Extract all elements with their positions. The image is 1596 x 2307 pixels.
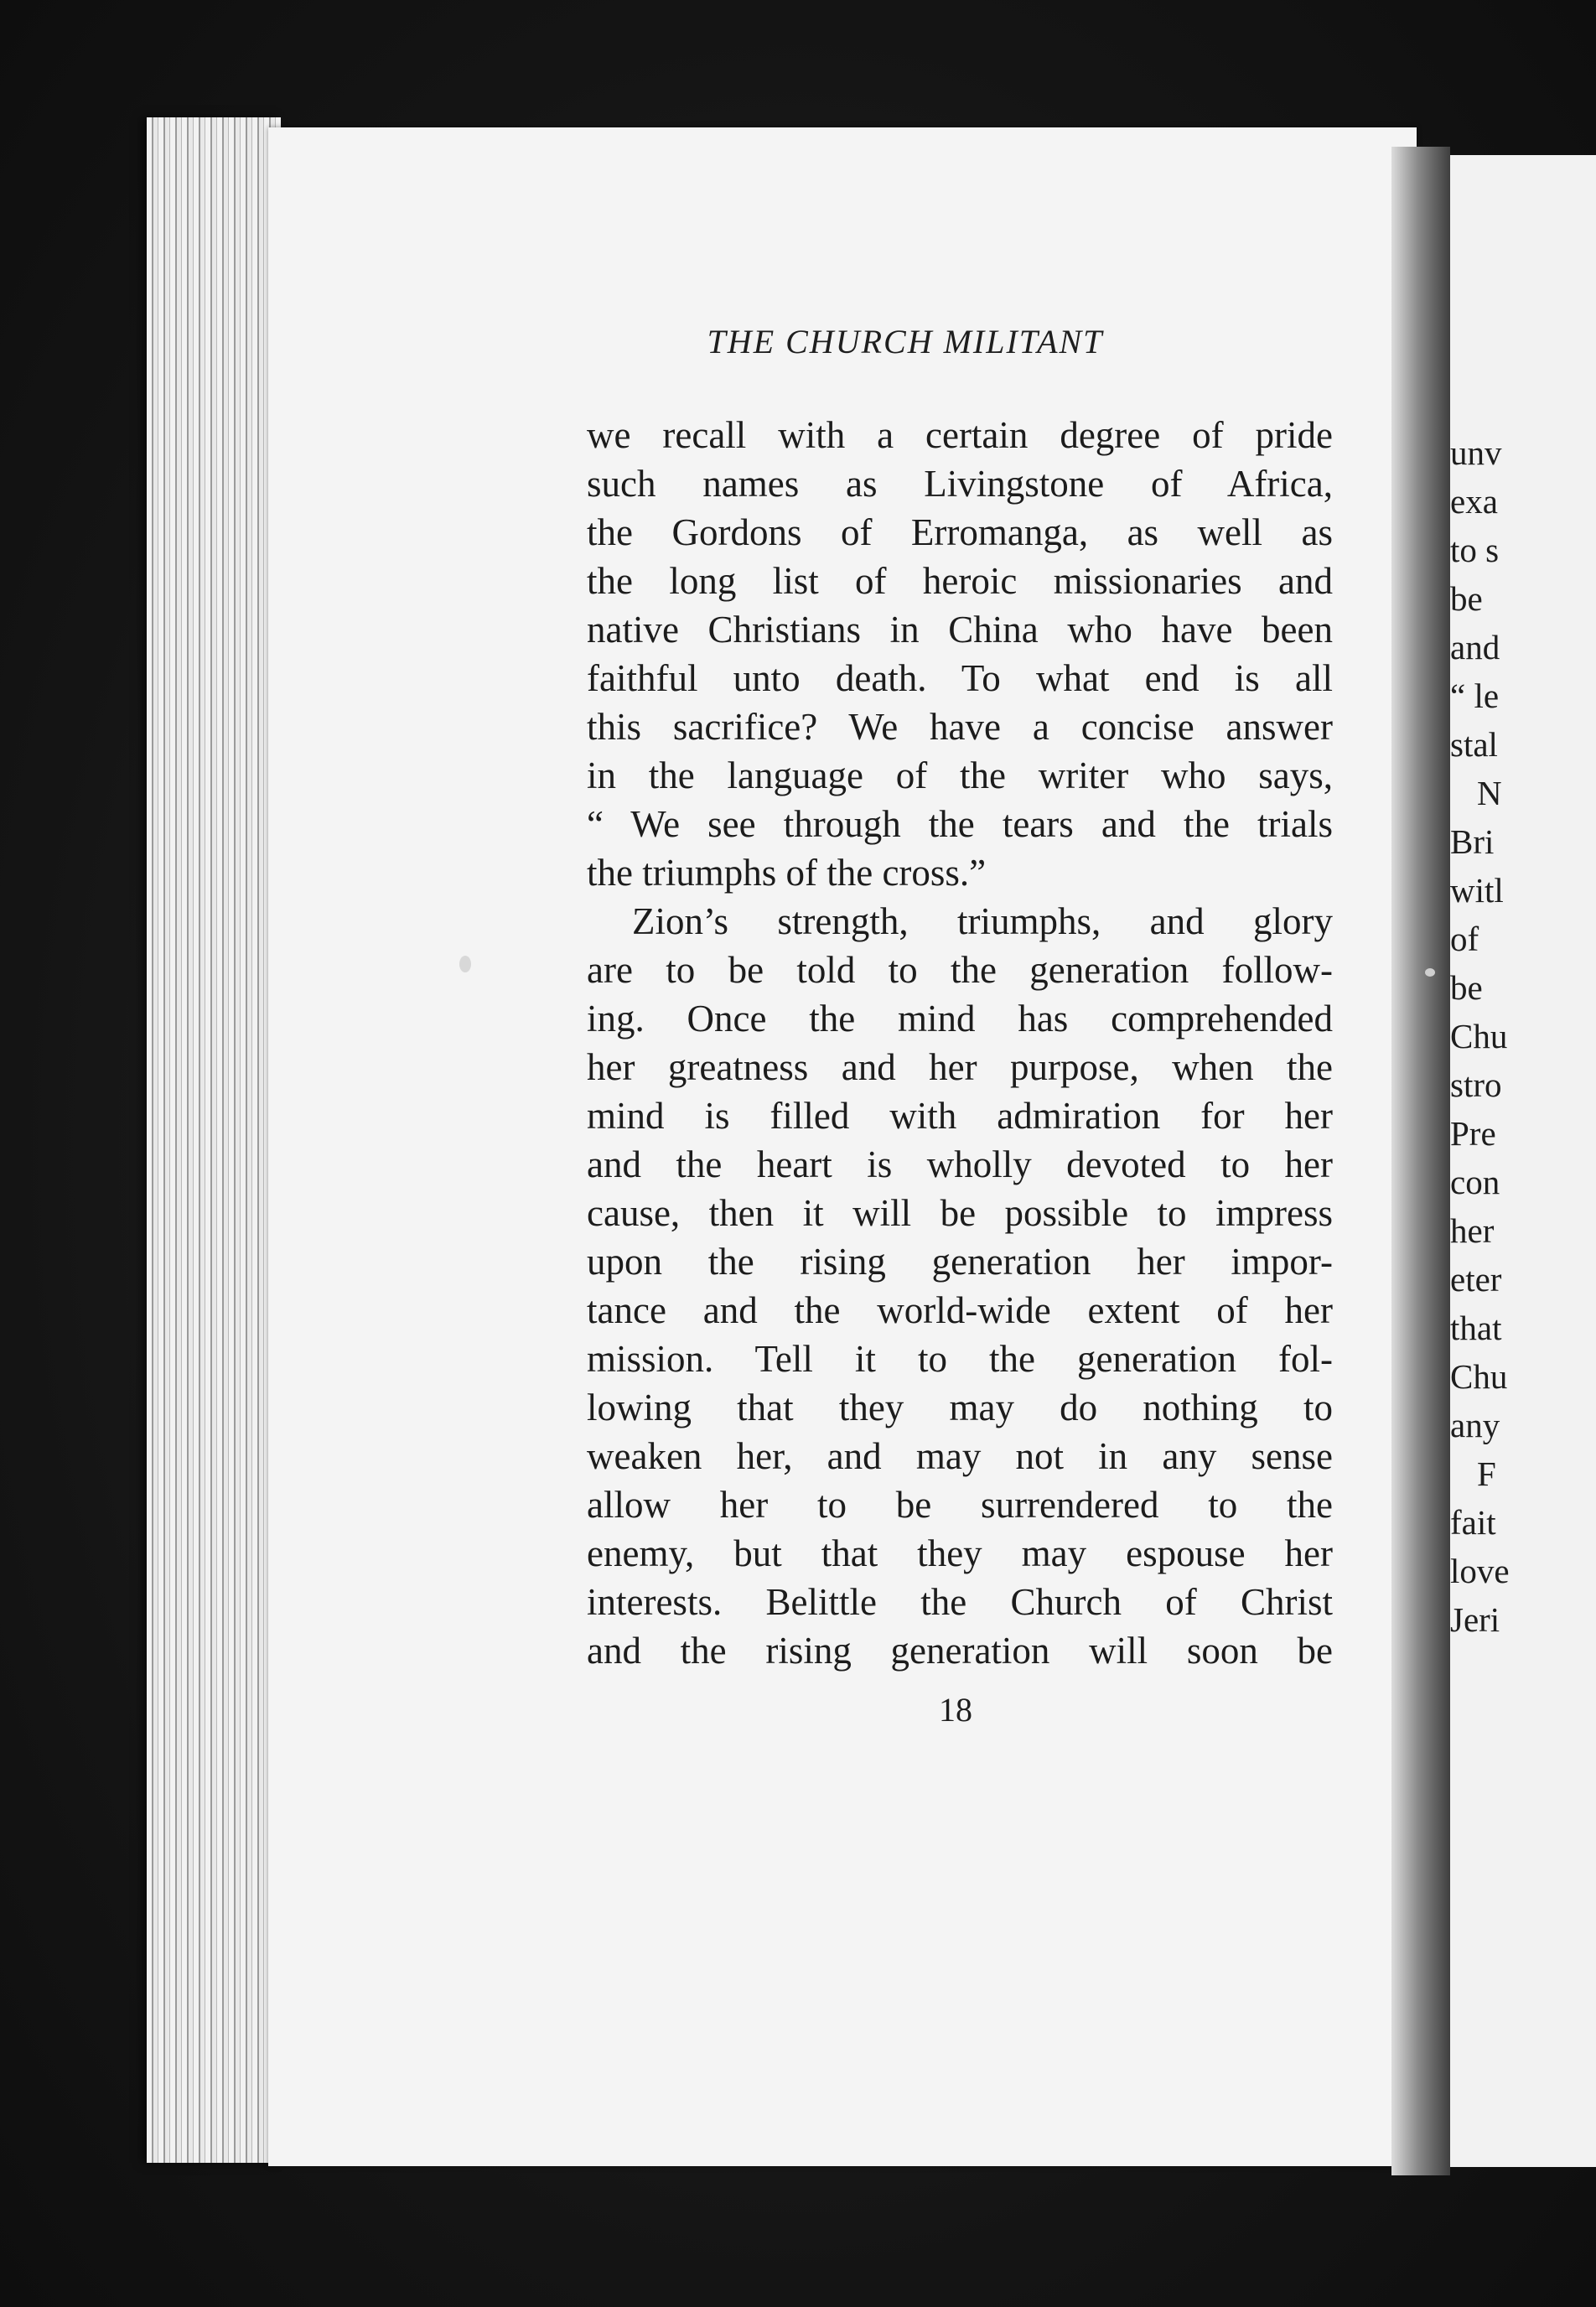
text-line: her greatness and her purpose, when the (587, 1046, 1333, 1088)
facing-text-fragment: be (1450, 579, 1483, 618)
facing-text-fragment: her (1450, 1211, 1495, 1250)
text-line: weaken her, and may not in any sense (587, 1435, 1333, 1477)
text-line: mind is filled with admiration for her (587, 1095, 1333, 1137)
facing-text-fragment: con (1450, 1163, 1500, 1201)
text-line: lowing that they may do nothing to (587, 1387, 1333, 1428)
text-line: and the heart is wholly devoted to her (587, 1143, 1333, 1185)
facing-text-fragment: “ le (1450, 677, 1500, 715)
text-line: Zion’s strength, triumphs, and glory (632, 900, 1333, 942)
text-line: this sacrifice? We have a concise answer (587, 706, 1333, 748)
text-line: cause, then it will be possible to impress (587, 1192, 1333, 1234)
facing-text-fragment: Bri (1450, 822, 1495, 861)
text-line: ing. Once the mind has comprehended (587, 998, 1333, 1039)
running-head: THE CHURCH MILITANT (707, 323, 1104, 360)
text-line: and the rising generation will soon be (587, 1630, 1333, 1672)
page-edges (147, 117, 281, 2163)
page-number: 18 (939, 1691, 972, 1729)
body-text (587, 411, 1333, 1675)
facing-text-fragment: fait (1450, 1503, 1496, 1542)
facing-text-fragment: to s (1450, 531, 1500, 569)
scan-speck (1425, 968, 1435, 977)
text-line: native Christians in China who have been (587, 609, 1333, 651)
facing-text-fragment: of (1450, 920, 1479, 958)
text-line: interests. Belittle the Church of Christ (587, 1581, 1333, 1623)
text-line: “ We see through the tears and the trials (587, 803, 1333, 845)
text-line: we recall with a certain degree of pride (587, 414, 1333, 456)
facing-text-fragment: F (1477, 1454, 1496, 1493)
text-line: the Gordons of Erromanga, as well as (587, 511, 1333, 553)
facing-text-fragment: any (1450, 1406, 1500, 1444)
facing-text-fragment: N (1477, 774, 1502, 812)
text-line: mission. Tell it to the generation fol- (587, 1338, 1333, 1380)
scan-speck (459, 956, 471, 972)
facing-text-fragment: Chu (1450, 1357, 1508, 1396)
facing-text-fragment: that (1450, 1309, 1502, 1347)
text-line: in the language of the writer who says, (587, 754, 1333, 796)
text-line: upon the rising generation her impor- (587, 1241, 1333, 1283)
text-line: are to be told to the generation follow- (587, 949, 1333, 991)
text-line: enemy, but that they may espouse her (587, 1532, 1333, 1574)
text-line: allow her to be surrendered to the (587, 1484, 1333, 1526)
gutter-shadow (1391, 147, 1450, 2175)
facing-text-fragment: and (1450, 628, 1500, 666)
facing-text-fragment: witl (1450, 871, 1504, 910)
text-line: such names as Livingstone of Africa, (587, 463, 1333, 505)
facing-text-fragment: eter (1450, 1260, 1502, 1299)
facing-text-fragment: exa (1450, 482, 1498, 521)
text-line: the triumphs of the cross.” (587, 852, 987, 894)
facing-text-fragment: stro (1450, 1065, 1502, 1104)
facing-text-fragment: love (1450, 1552, 1510, 1590)
facing-text-fragment: be (1450, 968, 1483, 1007)
facing-text-fragment: Chu (1450, 1017, 1508, 1055)
facing-page (1450, 155, 1596, 2167)
facing-text-fragment: Pre (1450, 1114, 1496, 1153)
facing-text-fragment: stal (1450, 725, 1498, 764)
text-line: faithful unto death. To what end is all (587, 657, 1333, 699)
text-line: the long list of heroic missionaries and (587, 560, 1333, 602)
facing-text-fragment: unv (1450, 433, 1502, 472)
text-line: tance and the world-wide extent of her (587, 1289, 1333, 1331)
facing-text-fragment: Jeri (1450, 1600, 1500, 1639)
